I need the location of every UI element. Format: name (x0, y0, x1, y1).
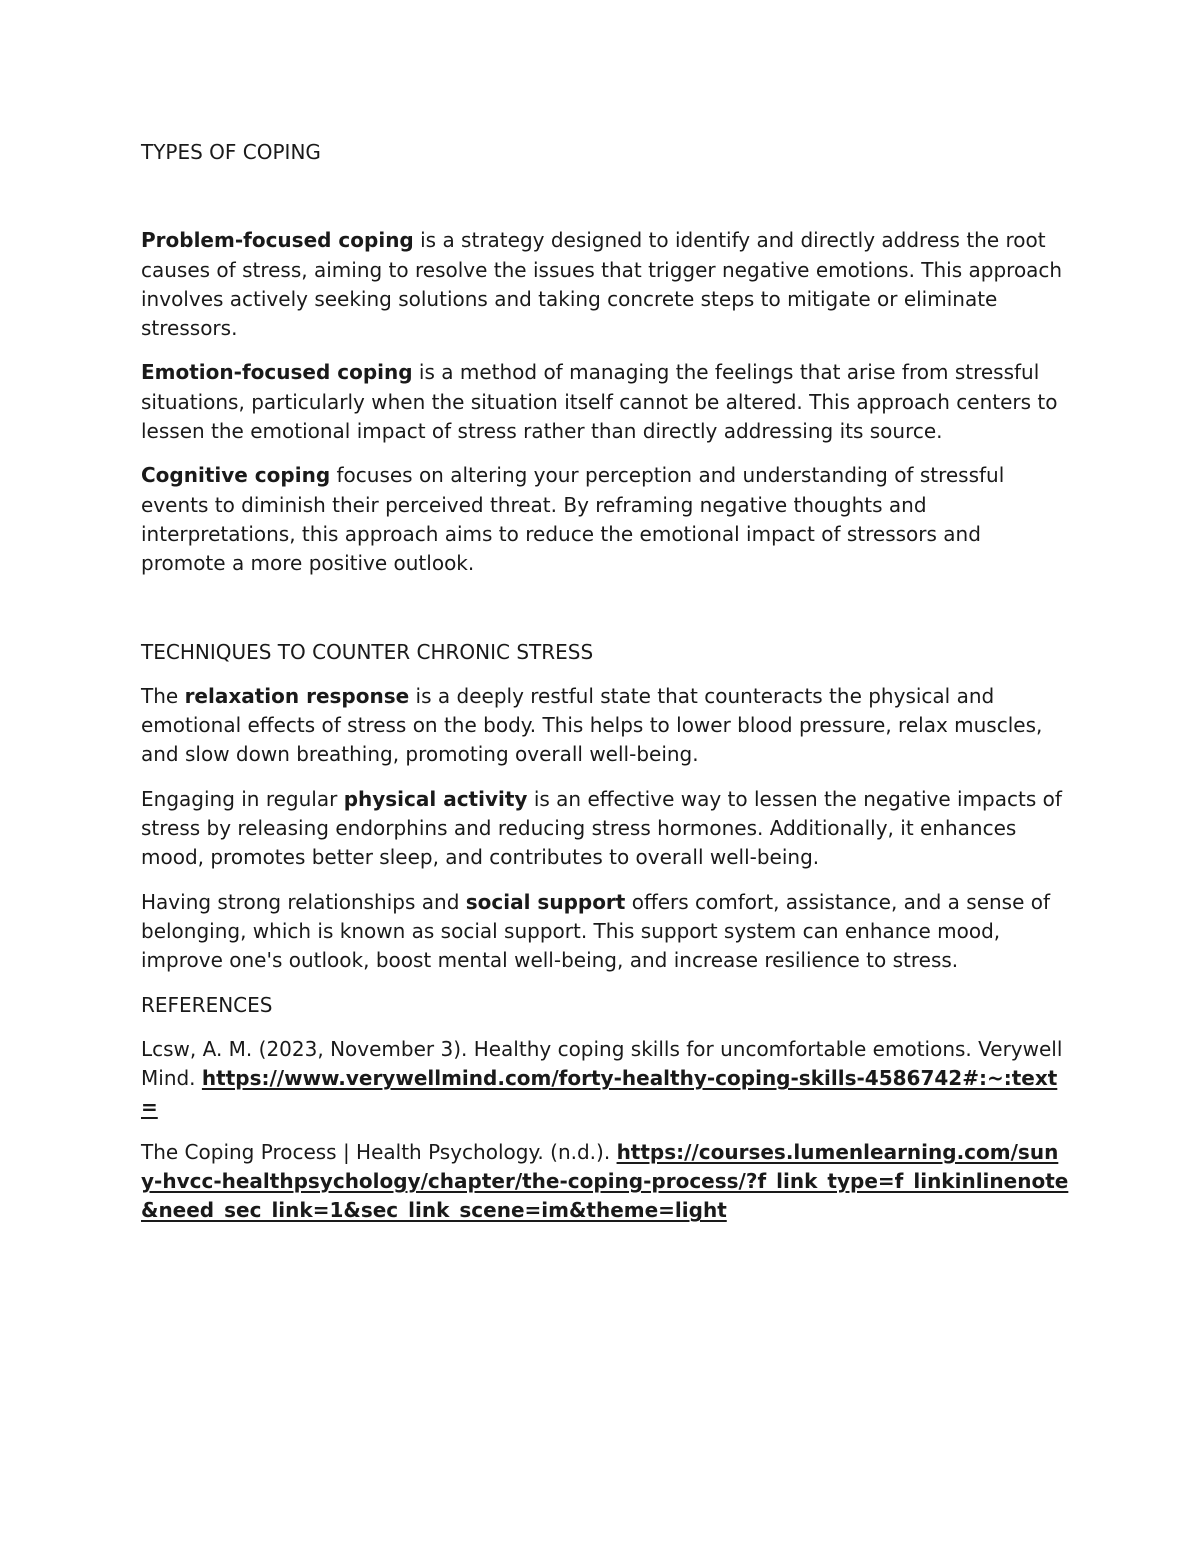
social-support-text: offers comfort, assistance, and a sense of belonging, which is known as social support. This support system can enhance mood, improve one's outlook, boost mental well-being, and increase resilience to stress. (141, 889, 1051, 973)
cognitive-coping-term: Cognitive coping (141, 463, 331, 488)
relaxation-text: is a deeply restful state that counteracts the physical and emotional effects of stress on the body. This helps to lower blood pressure, relax muscles, and slow down breathing, promoting overall well-being. (141, 683, 1043, 767)
emotion-focused-text: is a method of managing the feelings that arise from stressful situations, particularly when the situation itself cannot be altered. This approach centers to lessen the emotional impact of stress rather than directly addressing its source. (141, 360, 1058, 444)
physical-activity-paragraph (141, 785, 1071, 873)
physical-activity-text: is an effective way to lessen the negative impacts of stress by releasing endorphins and reducing stress hormones. Additionally, it enhances mood, promotes better sleep, and contributes to overall well-being. (141, 786, 1062, 870)
reference-1-citation: Lcsw, A. M. (2023, November 3). Healthy coping skills for uncomfortable emotions. Verywell Mind. (141, 1036, 1063, 1091)
relaxation-paragraph (141, 682, 1071, 770)
emotion-focused-paragraph (141, 358, 1071, 446)
reference-2-citation: The Coping Process | Health Psychology. (n.d.). (141, 1139, 617, 1164)
reference-2 (141, 1138, 1071, 1226)
problem-focused-term: Problem-focused coping (141, 228, 414, 253)
relaxation-prefix: The (141, 683, 185, 708)
reference-1-link[interactable]: https://www.verywellmind.com/forty-healthy-coping-skills-4586742#:~:text= (141, 1066, 1058, 1120)
social-support-paragraph (141, 888, 1071, 976)
problem-focused-paragraph (141, 226, 1071, 343)
physical-activity-term: physical activity (343, 786, 528, 811)
reference-2-link[interactable]: https://courses.lumenlearning.com/suny-hvcc-healthpsychology/chapter/the-coping-process/?f_link_type=f_linkinlinenote&need_sec_link=1&sec_link_scene=im&theme=light (141, 1139, 1069, 1223)
types-of-coping-heading: TYPES OF COPING (141, 140, 321, 164)
references-heading: REFERENCES (141, 992, 273, 1017)
emotion-focused-term: Emotion-focused coping (141, 360, 413, 385)
social-support-term: social support (465, 889, 626, 914)
relaxation-term: relaxation response (184, 683, 410, 708)
reference-1 (141, 1035, 1071, 1123)
techniques-heading: TECHNIQUES TO COUNTER CHRONIC STRESS (141, 639, 594, 664)
social-support-prefix: Having strong relationships and (141, 889, 466, 914)
document-page (141, 138, 1071, 1241)
problem-focused-text: is a strategy designed to identify and directly address the root causes of stress, aiming to resolve the issues that trigger negative emotions. This approach involves actively seeking solutions and taking concrete steps to mitigate or eliminate stressors. (141, 228, 1063, 341)
cognitive-coping-text: focuses on altering your perception and understanding of stressful events to diminish their perceived threat. By reframing negative thoughts and interpretations, this approach aims to reduce the emotional impact of stressors and promote a more positive outlook. (141, 463, 1005, 576)
physical-activity-prefix: Engaging in regular (141, 786, 344, 811)
cognitive-coping-paragraph (141, 461, 1071, 578)
